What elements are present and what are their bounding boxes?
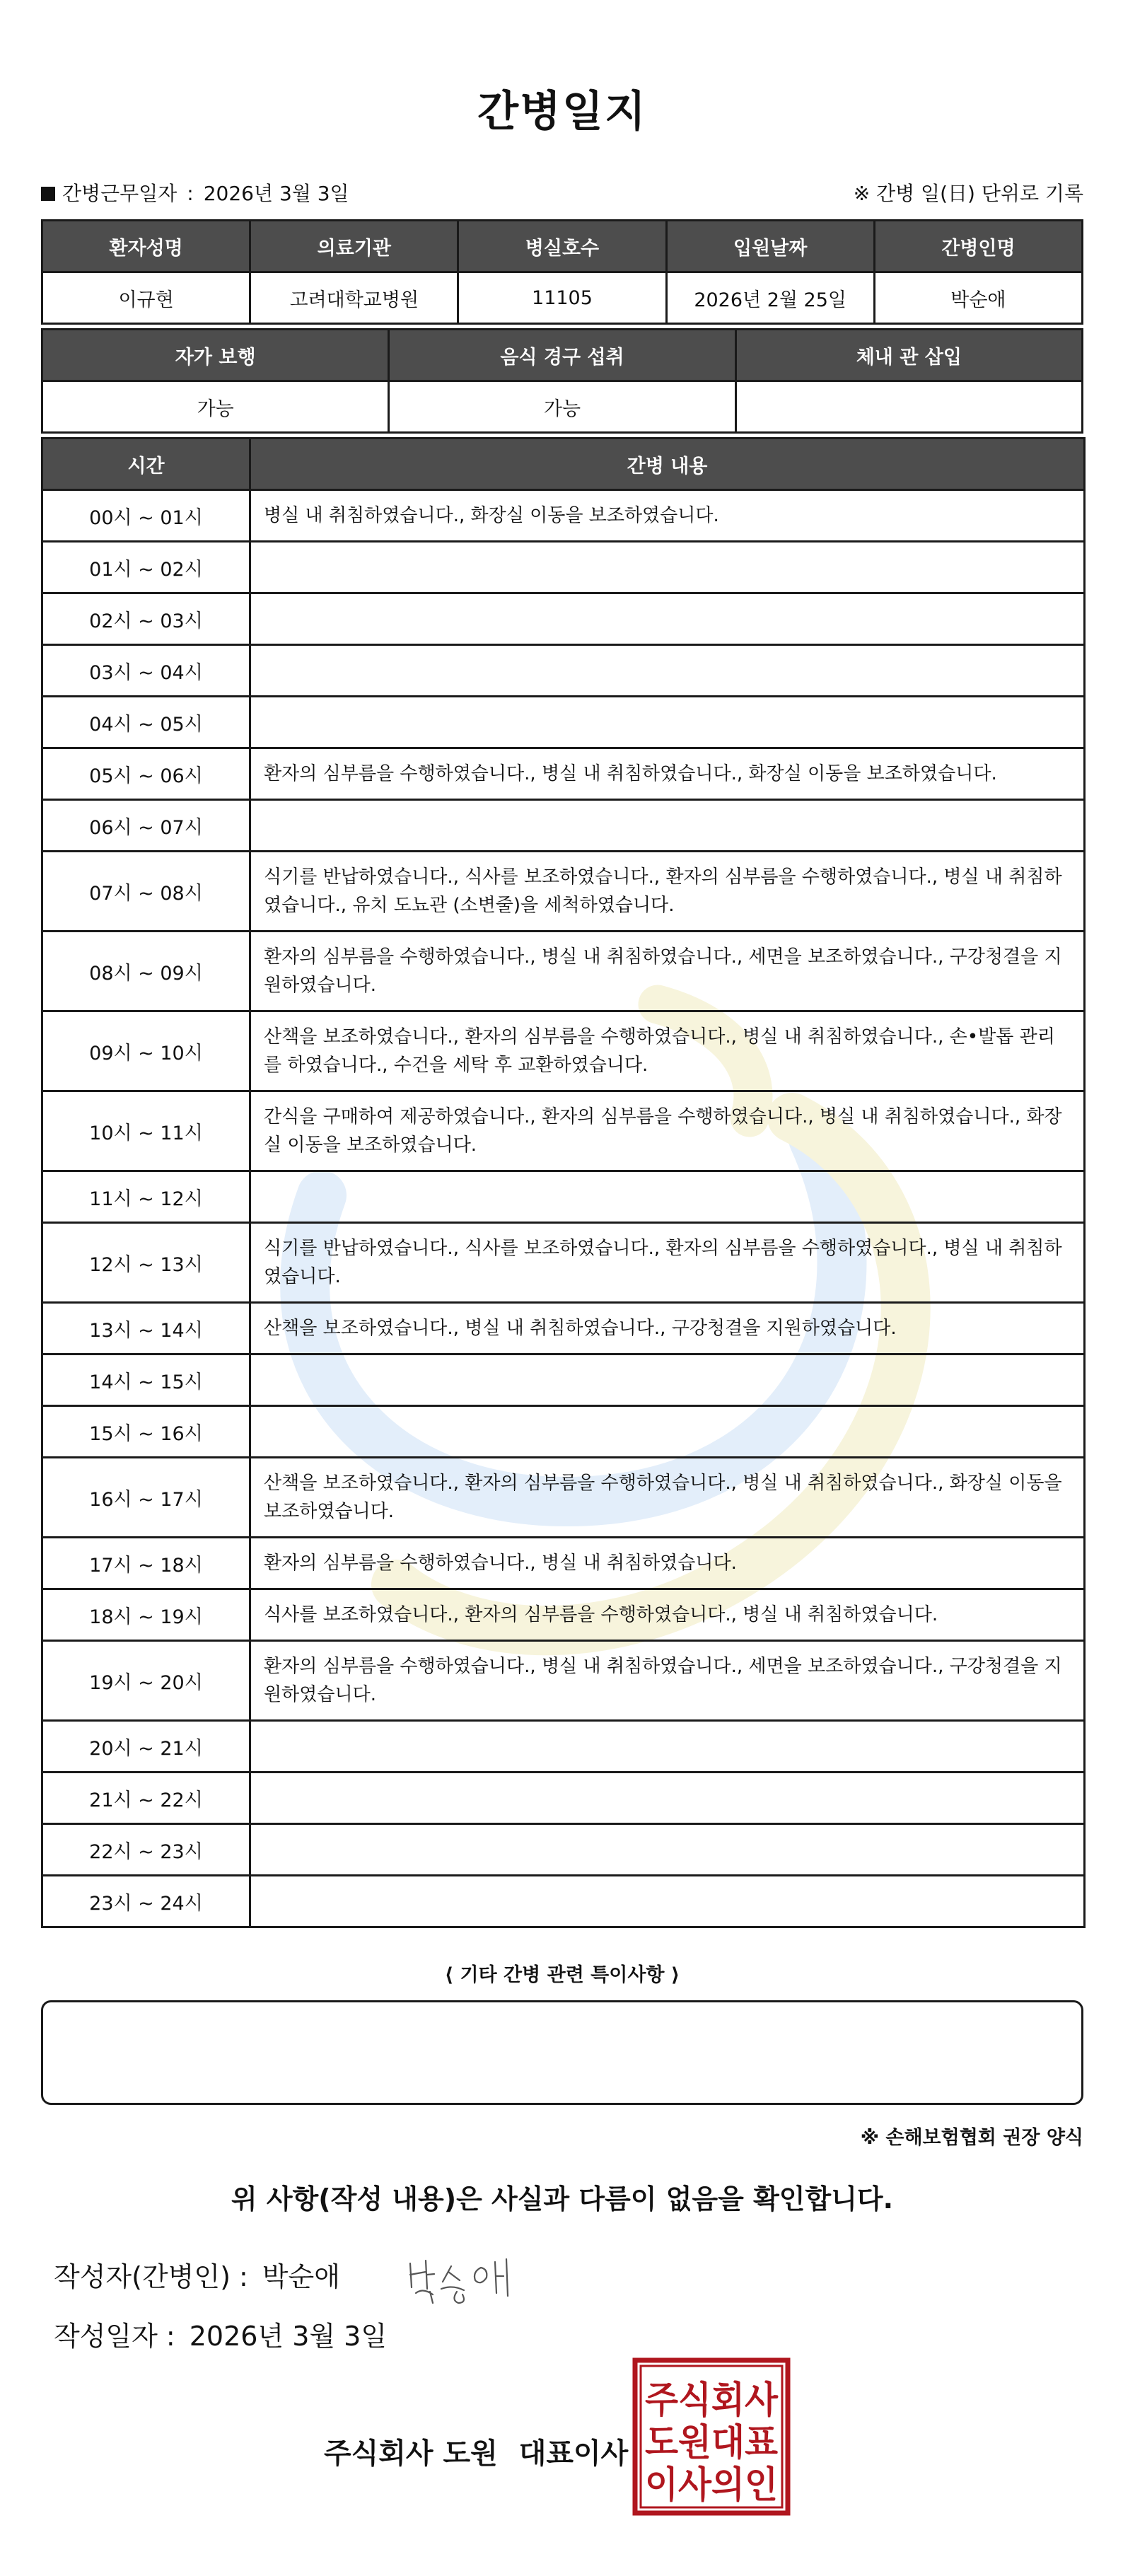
writer-line [54,2255,340,2294]
handwritten-signature-icon [402,2251,543,2307]
caregiver-name: 박순애 [874,272,1082,324]
header-time: 시간 [42,439,250,490]
writer-name: 박순애 [262,2261,340,2292]
content-cell [250,800,1085,852]
time-cell: 17시 ~ 18시 [42,1538,250,1589]
company-seal-icon [632,2357,791,2516]
content-cell [250,1824,1085,1876]
oral-intake-value: 가능 [389,381,735,433]
time-cell: 07시 ~ 08시 [42,852,250,932]
admission-date: 2026년 2월 25일 [666,272,874,324]
self-walking-value: 가능 [42,381,389,433]
content-cell [250,1171,1085,1223]
time-cell: 11시 ~ 12시 [42,1171,250,1223]
content-cell [250,1876,1085,1927]
written-date-line [54,2314,387,2353]
care-log-table [41,437,1086,1928]
header-self-walking: 자가 보행 [42,330,389,381]
content-cell: 산책을 보조하였습니다., 환자의 심부름을 수행하였습니다., 병실 내 취침하였습니다., 화장실 이동을 보조하였습니다. [250,1458,1085,1538]
table-row [42,1876,1085,1927]
table-row [42,1354,1085,1406]
patient-ability-table [41,328,1083,434]
header-room-number: 병실호수 [458,221,666,272]
time-cell: 00시 ~ 01시 [42,490,250,542]
time-cell: 20시 ~ 21시 [42,1721,250,1773]
header-patient-name: 환자성명 [42,221,250,272]
work-date-label: 간병근무일자 [62,182,178,205]
table-row [42,593,1085,645]
time-cell: 22시 ~ 23시 [42,1824,250,1876]
content-cell [250,593,1085,645]
content-cell [250,1721,1085,1773]
table-row [42,490,1085,542]
time-cell: 19시 ~ 20시 [42,1641,250,1721]
company-line [324,2431,628,2471]
time-cell: 12시 ~ 13시 [42,1223,250,1303]
time-cell: 16시 ~ 17시 [42,1458,250,1538]
hospital-name: 고려대학교병원 [250,272,458,324]
table-row [42,697,1085,748]
table-row [42,1011,1085,1091]
time-cell: 21시 ~ 22시 [42,1773,250,1824]
header-care-content: 간병 내용 [250,439,1085,490]
time-cell: 15시 ~ 16시 [42,1406,250,1458]
table-row [42,748,1085,800]
content-cell [250,1406,1085,1458]
time-cell: 14시 ~ 15시 [42,1354,250,1406]
time-cell: 01시 ~ 02시 [42,542,250,593]
confirm-statement: 위 사항(작성 내용)은 사실과 다름이 없음을 확인합니다. [231,2183,894,2215]
time-cell: 05시 ~ 06시 [42,748,250,800]
time-cell: 08시 ~ 09시 [42,932,250,1011]
patient-info-table [41,219,1083,325]
header-hospital: 의료기관 [250,221,458,272]
time-cell: 06시 ~ 07시 [42,800,250,852]
table-row [42,852,1085,932]
content-cell [250,1773,1085,1824]
written-date-label: 작성일자 : [54,2321,175,2352]
table-row [42,1589,1085,1641]
tube-insertion-value [735,381,1082,433]
content-cell [250,542,1085,593]
table-row [42,1091,1085,1171]
work-date-line: 간병근무일자 : 2026년 3월 3일 [41,178,349,207]
table-row [42,932,1085,1011]
table-row [42,542,1085,593]
square-bullet-icon [41,187,55,201]
content-cell: 산책을 보조하였습니다., 병실 내 취침하였습니다., 구강청결을 지원하였습니다. [250,1303,1085,1354]
header-caregiver-name: 간병인명 [874,221,1082,272]
content-cell: 환자의 심부름을 수행하였습니다., 병실 내 취침하였습니다., 세면을 보조하였습니다., 구강청결을 지원하였습니다. [250,1641,1085,1721]
time-cell: 18시 ~ 19시 [42,1589,250,1641]
time-cell: 04시 ~ 05시 [42,697,250,748]
content-cell: 병실 내 취침하였습니다., 화장실 이동을 보조하였습니다. [250,490,1085,542]
room-number: 11105 [458,272,666,324]
content-cell: 산책을 보조하였습니다., 환자의 심부름을 수행하였습니다., 병실 내 취침하였습니다., 손•발톱 관리를 하였습니다., 수건을 세탁 후 교환하였습니다. [250,1011,1085,1091]
content-cell: 환자의 심부름을 수행하였습니다., 병실 내 취침하였습니다., 화장실 이동을 보조하였습니다. [250,748,1085,800]
content-cell: 환자의 심부름을 수행하였습니다., 병실 내 취침하였습니다., 세면을 보조하였습니다., 구강청결을 지원하였습니다. [250,932,1085,1011]
content-cell [250,1354,1085,1406]
content-cell: 식기를 반납하였습니다., 식사를 보조하였습니다., 환자의 심부름을 수행하였습니다., 병실 내 취침하였습니다., 유치 도뇨관 (소변줄)을 세척하였습니다. [250,852,1085,932]
writer-label: 작성자(간병인) : [54,2261,248,2292]
remarks-box [41,2000,1083,2105]
svg-text:주식회사: 주식회사 [645,2379,779,2422]
time-cell: 03시 ~ 04시 [42,645,250,697]
content-cell: 식기를 반납하였습니다., 식사를 보조하였습니다., 환자의 심부름을 수행하였습니다., 병실 내 취침하였습니다. [250,1223,1085,1303]
content-cell: 환자의 심부름을 수행하였습니다., 병실 내 취침하였습니다. [250,1538,1085,1589]
content-cell: 식사를 보조하였습니다., 환자의 심부름을 수행하였습니다., 병실 내 취침하였습니다. [250,1589,1085,1641]
recommend-note: ※ 손해보험협회 권장 양식 [860,2127,1083,2149]
patient-name: 이규현 [42,272,250,324]
content-cell [250,697,1085,748]
content-cell: 간식을 구매하여 제공하였습니다., 환자의 심부름을 수행하였습니다., 병실 내 취침하였습니다., 화장실 이동을 보조하였습니다. [250,1091,1085,1171]
time-cell: 13시 ~ 14시 [42,1303,250,1354]
time-cell: 02시 ~ 03시 [42,593,250,645]
table-row [42,1406,1085,1458]
document-title: 간병일지 [477,87,647,137]
table-row [42,1641,1085,1721]
table-row [42,800,1085,852]
time-cell: 09시 ~ 10시 [42,1011,250,1091]
table-row [42,1171,1085,1223]
remarks-title: ⟨ 기타 간병 관련 특이사항 ⟩ [444,1964,680,1986]
work-date-value: 2026년 3월 3일 [203,182,349,205]
svg-text:도원대표: 도원대표 [645,2422,778,2464]
header-admission-date: 입원날짜 [666,221,874,272]
table-row [42,1223,1085,1303]
table-row [42,645,1085,697]
table-row [42,1773,1085,1824]
header-oral-intake: 음식 경구 섭취 [389,330,735,381]
content-cell [250,645,1085,697]
time-cell: 10시 ~ 11시 [42,1091,250,1171]
table-row [42,1303,1085,1354]
written-date-value: 2026년 3월 3일 [189,2321,388,2352]
svg-text:이사의인: 이사의인 [645,2464,778,2507]
unit-note: ※ 간병 일(日) 단위로 기록 [853,182,1083,205]
table-row [42,1538,1085,1589]
header-tube-insertion: 체내 관 삽입 [735,330,1082,381]
table-row [42,1721,1085,1773]
company-title: 대표이사 [518,2437,629,2470]
company-name: 주식회사 도원 [324,2437,498,2470]
table-row [42,1824,1085,1876]
time-cell: 23시 ~ 24시 [42,1876,250,1927]
table-row [42,1458,1085,1538]
